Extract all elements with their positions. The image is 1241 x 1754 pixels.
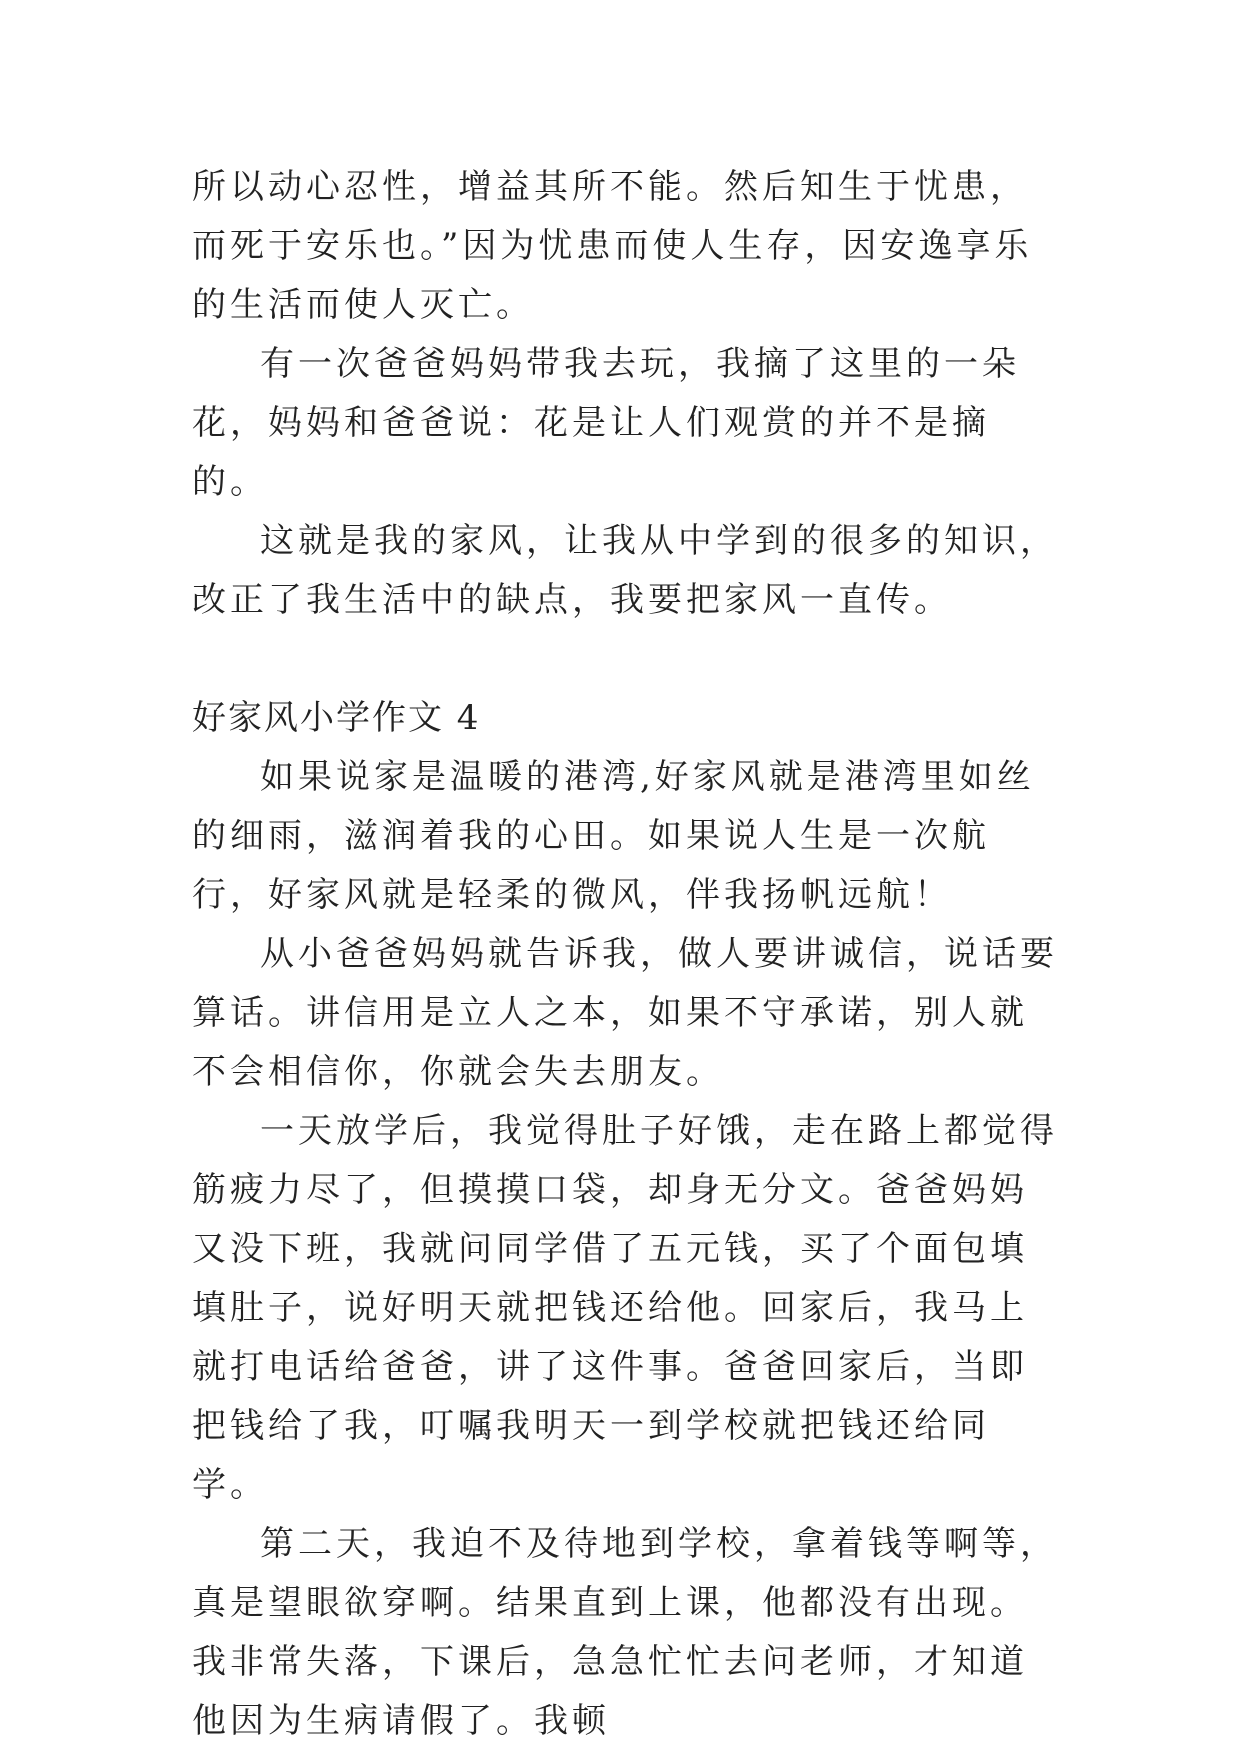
- paragraph: 第二天，我迫不及待地到学校，拿着钱等啊等，真是望眼欲穿啊。结果直到上课，他都没有出现。我非常失落，下课后，急急忙忙去问老师，才知道他因为生病请假了。我顿: [192, 1524, 1058, 1741]
- paragraph: 一天放学后，我觉得肚子好饿，走在路上都觉得筋疲力尽了，但摸摸口袋，却身无分文。爸爸妈妈又没下班，我就问同学借了五元钱，买了个面包填填肚子，说好明天就把钱还给他。回家后，我马上就打电话给爸爸，讲了这件事。爸爸回家后，当即把钱给了我，叮嘱我明天一到学校就把钱还给同学。: [192, 1111, 1058, 1505]
- paragraph-continued: 所以动心忍性，增益其所不能。然后知生于忧患，而死于安乐也。”因为忧患而使人生存，因安逸享乐的生活而使人灭亡。: [192, 167, 1033, 325]
- paragraph: 如果说家是温暖的港湾,好家风就是港湾里如丝的细雨，滋润着我的心田。如果说人生是一次航行，好家风就是轻柔的微风，伴我扬帆远航！: [192, 757, 1035, 915]
- paragraph: 从小爸爸妈妈就告诉我，做人要讲诚信，说话要算话。讲信用是立人之本，如果不守承诺，别人就不会相信你，你就会失去朋友。: [192, 934, 1058, 1092]
- section-title: 好家风小学作文 4: [192, 698, 481, 738]
- paragraph: 这就是我的家风，让我从中学到的很多的知识，改正了我生活中的缺点，我要把家风一直传。: [192, 521, 1058, 620]
- document-body: [192, 158, 1062, 1751]
- paragraph: 有一次爸爸妈妈带我去玩，我摘了这里的一朵花，妈妈和爸爸说：花是让人们观赏的并不是摘的。: [192, 344, 1020, 502]
